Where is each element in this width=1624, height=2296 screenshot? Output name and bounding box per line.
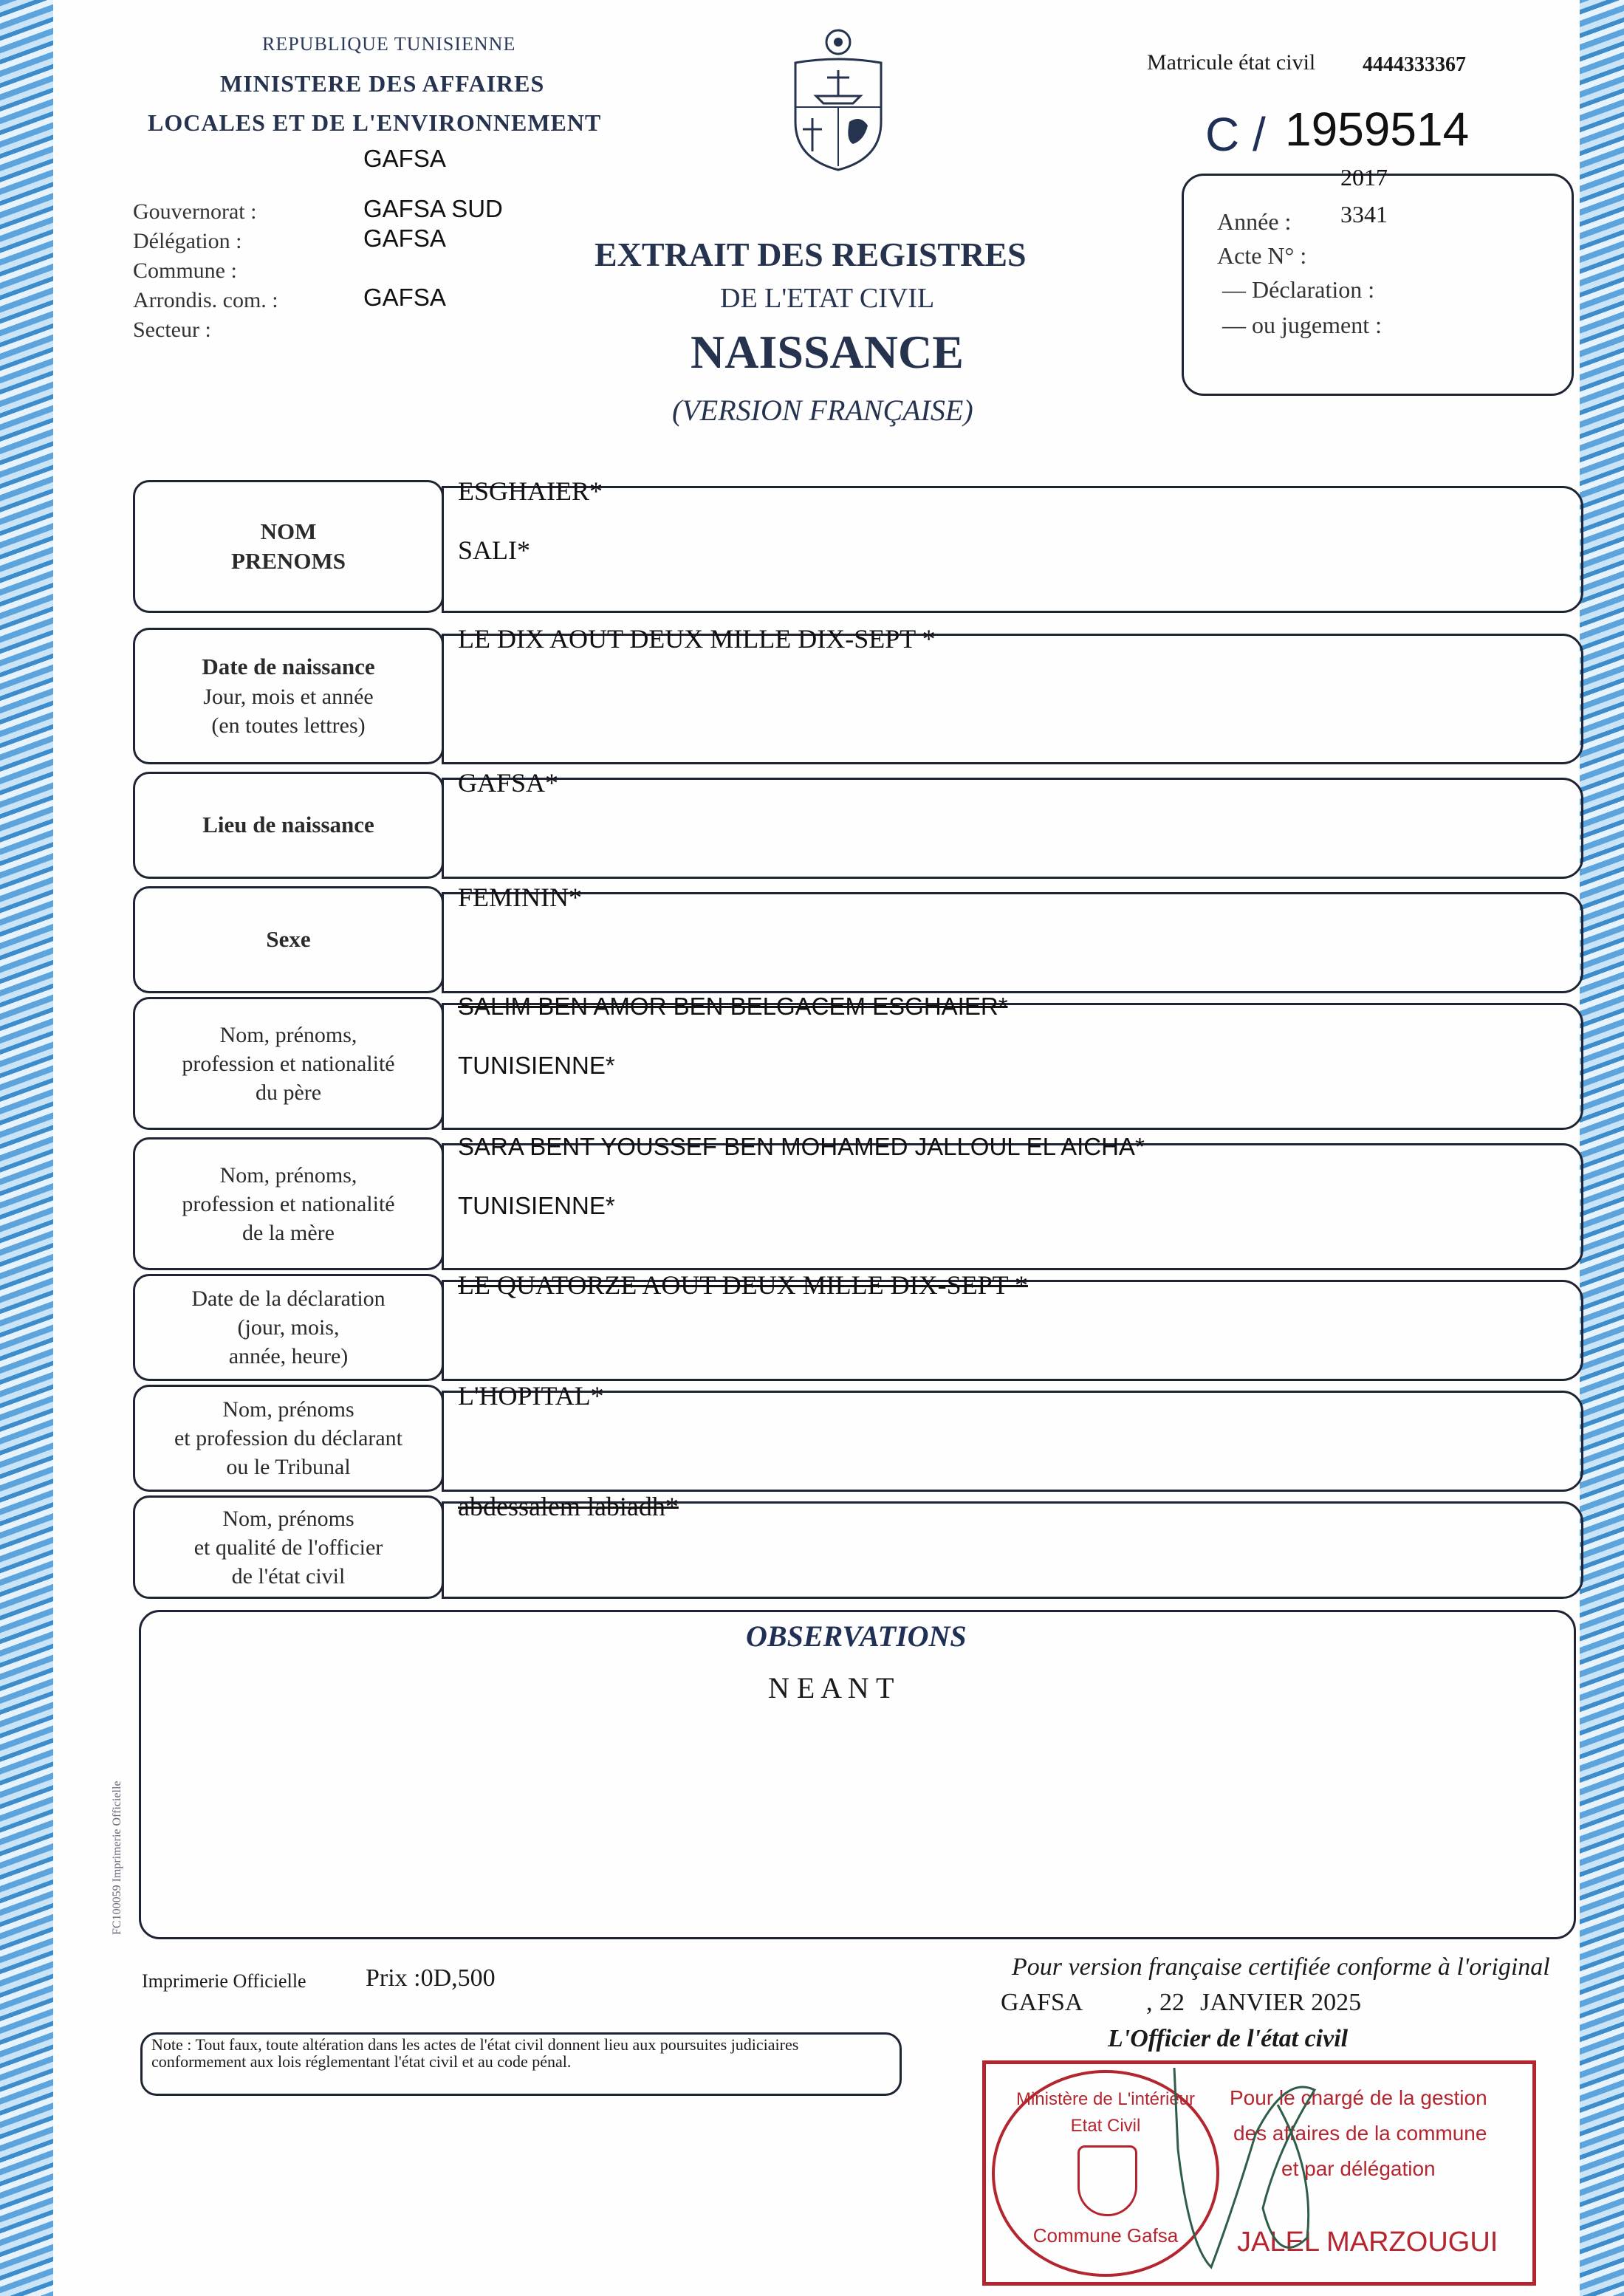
row-label-box bbox=[133, 886, 444, 993]
title-line2: DE L'ETAT CIVIL bbox=[720, 283, 935, 314]
row-label: Lieu de naissance bbox=[202, 812, 374, 838]
header-field-value: GAFSA bbox=[363, 284, 446, 311]
stamp-ring-bottom: Commune Gafsa bbox=[1032, 2224, 1179, 2247]
row-label: Date de la déclaration bbox=[191, 1286, 386, 1311]
row-label-box bbox=[133, 628, 444, 764]
stamp-line3: et par délégation bbox=[1281, 2157, 1436, 2180]
coat-of-arms-icon bbox=[787, 26, 890, 174]
date-day: 22 bbox=[1159, 1989, 1185, 2016]
row-value: SALIM BEN AMOR BEN BELGACEM ESGHAIER* bbox=[458, 993, 1008, 1020]
stamp-line2: des affaires de la commune bbox=[1233, 2122, 1487, 2145]
row-value: TUNISIENNE* bbox=[458, 1052, 615, 1079]
row-label-box bbox=[133, 1137, 444, 1270]
date-month-year: JANVIER 2025 bbox=[1200, 1989, 1362, 2016]
header-field-value: GAFSA SUD bbox=[363, 195, 503, 222]
printer-label: Imprimerie Officielle bbox=[142, 1970, 306, 1992]
row-label: Date de naissance bbox=[202, 654, 375, 680]
row-label: et profession du déclarant bbox=[174, 1426, 403, 1450]
row-label: Nom, prénoms, bbox=[219, 1022, 357, 1047]
header-field-label: Commune : bbox=[133, 258, 237, 283]
row-label-box bbox=[133, 1385, 444, 1492]
date-separator: , bbox=[1146, 1989, 1153, 2016]
row-value: SARA BENT YOUSSEF BEN MOHAMED JALLOUL EL AICHA* bbox=[458, 1133, 1145, 1160]
row-label: profession et nationalité bbox=[182, 1051, 395, 1076]
row-label: année, heure) bbox=[228, 1344, 349, 1368]
version-label: (VERSION FRANÇAISE) bbox=[672, 394, 973, 427]
row-label-box bbox=[133, 772, 444, 879]
row-value: LE QUATORZE AOUT DEUX MILLE DIX-SEPT * bbox=[458, 1270, 1028, 1300]
declaration-label: — Déclaration : bbox=[1222, 276, 1375, 303]
row-label-box bbox=[133, 1495, 444, 1599]
row-label: ou le Tribunal bbox=[226, 1455, 351, 1479]
row-label: NOM bbox=[260, 518, 317, 544]
row-value: FEMININ* bbox=[458, 883, 582, 912]
row-label: PRENOMS bbox=[231, 548, 346, 574]
signature-icon bbox=[1167, 2060, 1359, 2282]
matricule-label: Matricule état civil bbox=[1147, 50, 1316, 75]
row-value: TUNISIENNE* bbox=[458, 1192, 615, 1219]
acte-value: 3341 bbox=[1340, 201, 1388, 227]
stamp-line1: Pour le chargé de la gestion bbox=[1230, 2086, 1487, 2109]
stamp-ring-inner: Etat Civil bbox=[1070, 2116, 1141, 2136]
row-label: Sexe bbox=[266, 926, 311, 953]
row-label: Nom, prénoms, bbox=[219, 1162, 357, 1188]
ministry-line2: LOCALES ET DE L'ENVIRONNEMENT bbox=[148, 109, 602, 136]
row-value: abdessalem labiadh* bbox=[458, 1492, 679, 1521]
row-value: ESGHAIER* bbox=[458, 476, 603, 506]
row-label: de la mère bbox=[242, 1220, 335, 1245]
stamp-name: JALEL MARZOUGUI bbox=[1237, 2227, 1498, 2258]
header-field-label: Secteur : bbox=[133, 318, 211, 342]
row-value-box bbox=[442, 778, 1583, 879]
ministry-line1: MINISTERE DES AFFAIRES bbox=[220, 70, 545, 97]
observations-value: N E A N T bbox=[768, 1671, 894, 1704]
gouvernorat-overprint: GAFSA bbox=[363, 145, 446, 172]
left-decorative-border bbox=[0, 0, 59, 2296]
row-label-box bbox=[133, 1274, 444, 1381]
row-value: GAFSA* bbox=[458, 768, 559, 798]
row-value: SALI* bbox=[458, 535, 530, 565]
row-value: L'HOPITAL* bbox=[458, 1381, 604, 1411]
annee-value: 2017 bbox=[1340, 164, 1388, 191]
document-title: NAISSANCE bbox=[691, 326, 964, 378]
row-label: Nom, prénoms bbox=[222, 1397, 354, 1422]
row-label: Jour, mois et année bbox=[203, 684, 374, 709]
row-value: LE DIX AOUT DEUX MILLE DIX-SEPT * bbox=[458, 624, 936, 654]
jugement-label: — ou jugement : bbox=[1222, 312, 1382, 338]
serial-prefix: C / bbox=[1205, 108, 1266, 161]
certified-label: Pour version française certifiée conforme à l'original bbox=[1012, 1953, 1550, 1981]
row-value-box bbox=[442, 892, 1583, 993]
header-field-value: GAFSA bbox=[363, 225, 446, 252]
title-line1: EXTRAIT DES REGISTRES bbox=[595, 236, 1027, 273]
row-label-box bbox=[133, 997, 444, 1130]
row-label: profession et nationalité bbox=[182, 1191, 395, 1216]
header-field-label: Gouvernorat : bbox=[133, 199, 257, 224]
stamp-emblem-icon bbox=[1077, 2145, 1137, 2216]
row-label: Nom, prénoms bbox=[222, 1506, 354, 1531]
row-label: et qualité de l'officier bbox=[193, 1535, 383, 1560]
serial-number: 1959514 bbox=[1285, 103, 1470, 156]
row-label: (en toutes lettres) bbox=[211, 713, 366, 738]
observations-title: OBSERVATIONS bbox=[746, 1620, 967, 1653]
right-decorative-border bbox=[1572, 0, 1624, 2296]
price-label: Prix :0D,500 bbox=[366, 1964, 496, 1992]
header-field-label: Délégation : bbox=[133, 229, 242, 253]
header-field-label: Arrondis. com. : bbox=[133, 288, 278, 312]
observations-box bbox=[139, 1610, 1576, 1939]
matricule-value: 4444333367 bbox=[1363, 53, 1466, 76]
side-print-label: FC100059 Imprimerie Officielle bbox=[111, 1781, 123, 1935]
acte-label: Acte N° : bbox=[1217, 242, 1307, 269]
annee-label: Année : bbox=[1217, 208, 1292, 235]
row-value-box bbox=[442, 486, 1583, 613]
row-label: (jour, mois, bbox=[237, 1315, 340, 1340]
stamp-ring-top: Ministère de L'intérieur bbox=[1015, 2089, 1196, 2109]
row-label-box bbox=[133, 480, 444, 613]
officer-title: L'Officier de l'état civil bbox=[1108, 2025, 1349, 2052]
republic-label: REPUBLIQUE TUNISIENNE bbox=[262, 33, 516, 55]
row-label: de l'état civil bbox=[231, 1563, 346, 1589]
place: GAFSA bbox=[1001, 1989, 1083, 2016]
row-value-box bbox=[442, 1391, 1583, 1492]
legal-note: Note : Tout faux, toute altération dans les actes de l'état civil donnent lieu aux poursuites judiciaires conformement aux lois réglementant l'état civil et au code pénal. bbox=[151, 2035, 799, 2071]
row-label: du père bbox=[255, 1080, 322, 1105]
